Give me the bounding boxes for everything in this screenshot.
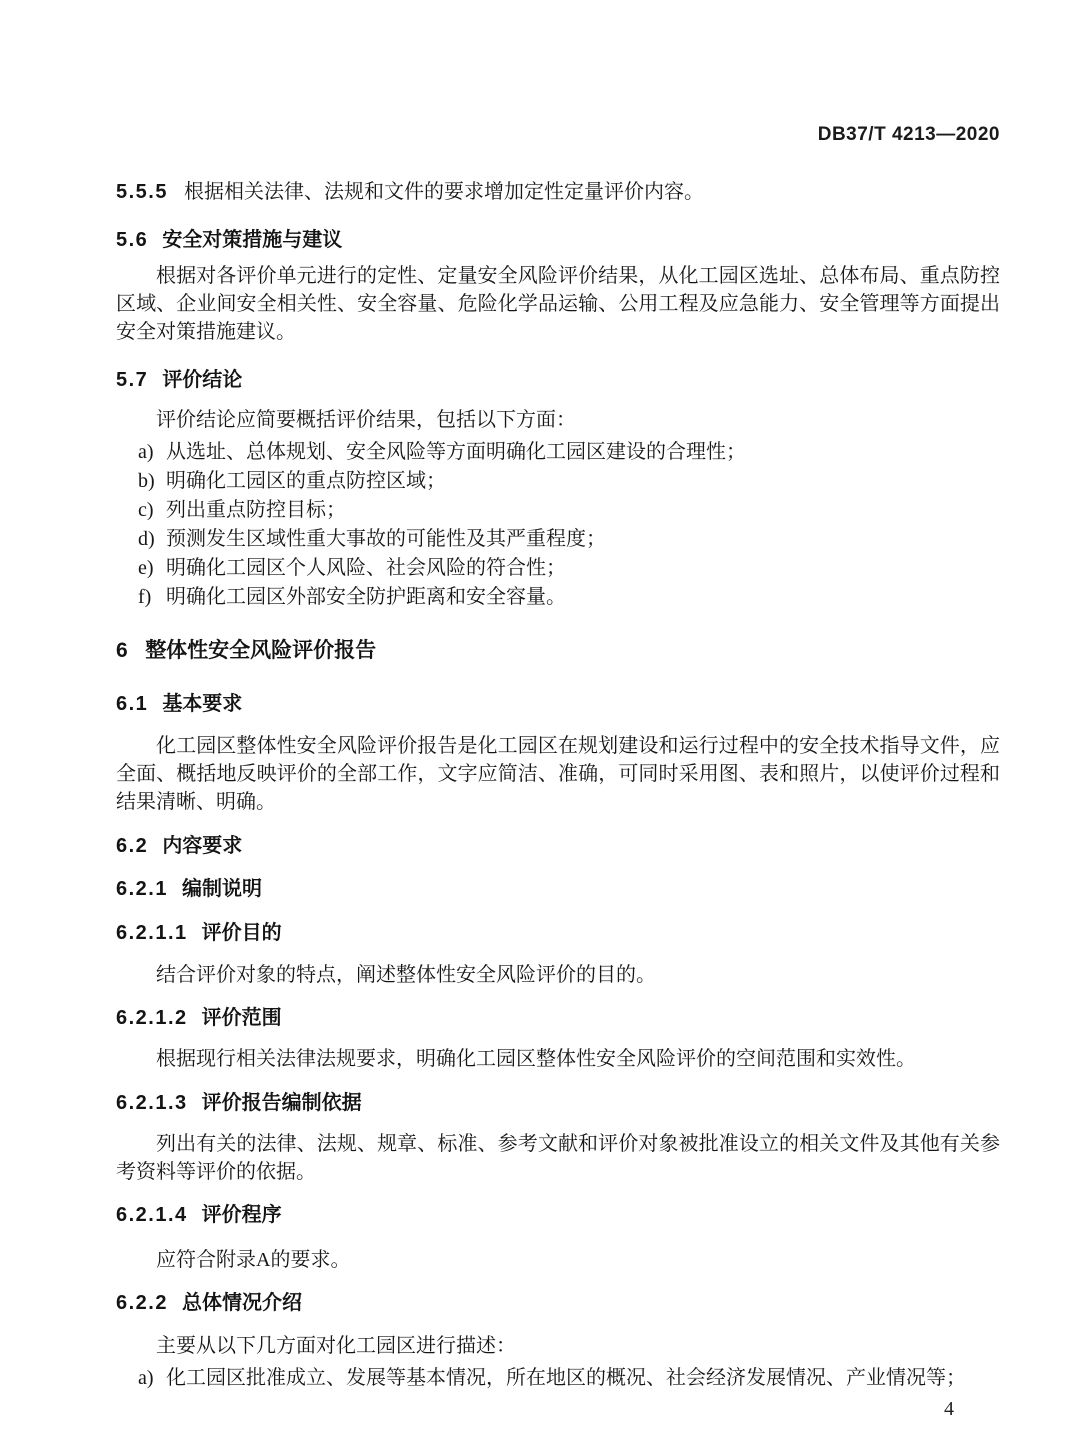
section-number: 6.2 [116,835,149,857]
list-item [116,496,1000,525]
clause-text: 根据相关法律、法规和文件的要求增加定性定量评价内容。 [183,181,704,203]
section-number: 6.2.1.1 [116,922,188,944]
paragraph-6-2-1-2: 根据现行相关法律法规要求，明确化工园区整体性安全风险评价的空间范围和实效性。 [156,1048,916,1070]
list-item-text: 从选址、总体规划、安全风险等方面明确化工园区建设的合理性； [166,441,746,463]
section-heading-6-2 [116,832,1000,860]
list-6-2-2 [116,1364,1000,1393]
page-header [116,124,1000,148]
section-number: 6.1 [116,693,149,715]
section-title: 评价结论 [162,369,243,391]
list-marker: a) [138,1367,154,1389]
section-number: 6.2.1.4 [116,1204,188,1226]
section-number: 6 [116,639,130,662]
doc-code: DB37/T 4213—2020 [817,124,1000,145]
section-title: 安全对策措施与建议 [162,229,343,251]
list-item-text: 列出重点防控目标； [166,499,346,521]
list-item [116,438,1000,467]
list-marker: d) [138,528,155,550]
paragraph-6-2-2-intro: 主要从以下几方面对化工园区进行描述： [156,1335,516,1357]
section-number: 6.2.1.2 [116,1007,188,1029]
list-marker: b) [138,470,155,492]
list-item-text: 明确化工园区个人风险、社会风险的符合性； [166,557,566,579]
list-item-text: 明确化工园区外部安全防护距离和安全容量。 [166,586,566,608]
list-item-text: 预测发生区域性重大事故的可能性及其严重程度； [166,528,606,550]
list-marker: c) [138,499,154,521]
list-item [116,583,1000,612]
section-heading-6-2-1-1 [116,919,1000,947]
section-heading-6-2-1-4 [116,1201,1000,1229]
section-title: 评价报告编制依据 [201,1092,362,1114]
section-heading-6-2-2 [116,1289,1000,1317]
section-heading-6-1 [116,690,1000,718]
section-number: 6.2.1 [116,878,168,900]
list-marker: e) [138,557,154,579]
list-5-7 [116,438,1000,612]
list-item [116,525,1000,554]
list-marker: a) [138,441,154,463]
section-number: 6.2.1.3 [116,1092,188,1114]
section-title: 评价范围 [201,1007,282,1029]
section-title: 编制说明 [181,878,262,900]
list-item [116,467,1000,496]
section-number: 5.7 [116,369,149,391]
section-heading-6-2-1-2 [116,1004,1000,1032]
chapter-heading-6 [116,636,1000,666]
section-heading-5-6 [116,226,1000,254]
list-item-text: 化工园区批准成立、发展等基本情况，所在地区的概况、社会经济发展情况、产业情况等； [166,1367,966,1389]
section-title: 总体情况介绍 [181,1292,302,1314]
section-title: 基本要求 [162,693,243,715]
clause-number: 5.5.5 [116,181,168,203]
section-title: 评价程序 [201,1204,282,1226]
paragraph-6-1: 化工园区整体性安全风险评价报告是化工园区在规划建设和运行过程中的安全技术指导文件，应全面、概括地反映评价的全部工作，文字应简洁、准确，可同时采用图、表和照片，以使评价过程和结果清晰、明确。 [116,735,1000,813]
list-item [116,1364,1000,1393]
paragraph-6-2-1-4: 应符合附录A的要求。 [156,1249,351,1271]
clause-5-5-5 [116,178,1000,206]
section-number: 6.2.2 [116,1292,168,1314]
page-number: 4 [944,1398,954,1420]
section-heading-6-2-1-3 [116,1089,1000,1117]
paragraph-5-6: 根据对各评价单元进行的定性、定量安全风险评价结果，从化工园区选址、总体布局、重点防控区域、企业间安全相关性、安全容量、危险化学品运输、公用工程及应急能力、安全管理等方面提出安全对策措施建议。 [116,265,1000,343]
section-heading-6-2-1 [116,875,1000,903]
paragraph-6-2-1-1: 结合评价对象的特点，阐述整体性安全风险评价的目的。 [156,964,656,986]
list-item-text: 明确化工园区的重点防控区域； [166,470,446,492]
section-title: 评价目的 [201,922,282,944]
section-title: 整体性安全风险评价报告 [145,639,377,662]
list-item [116,554,1000,583]
paragraph-6-2-1-3: 列出有关的法律、法规、规章、标准、参考文献和评价对象被批准设立的相关文件及其他有关参考资料等评价的依据。 [116,1133,1000,1183]
section-title: 内容要求 [162,835,243,857]
section-heading-5-7 [116,366,1000,394]
section-number: 5.6 [116,229,149,251]
list-marker: f) [138,586,152,608]
paragraph-5-7-intro: 评价结论应简要概括评价结果，包括以下方面： [156,409,576,431]
